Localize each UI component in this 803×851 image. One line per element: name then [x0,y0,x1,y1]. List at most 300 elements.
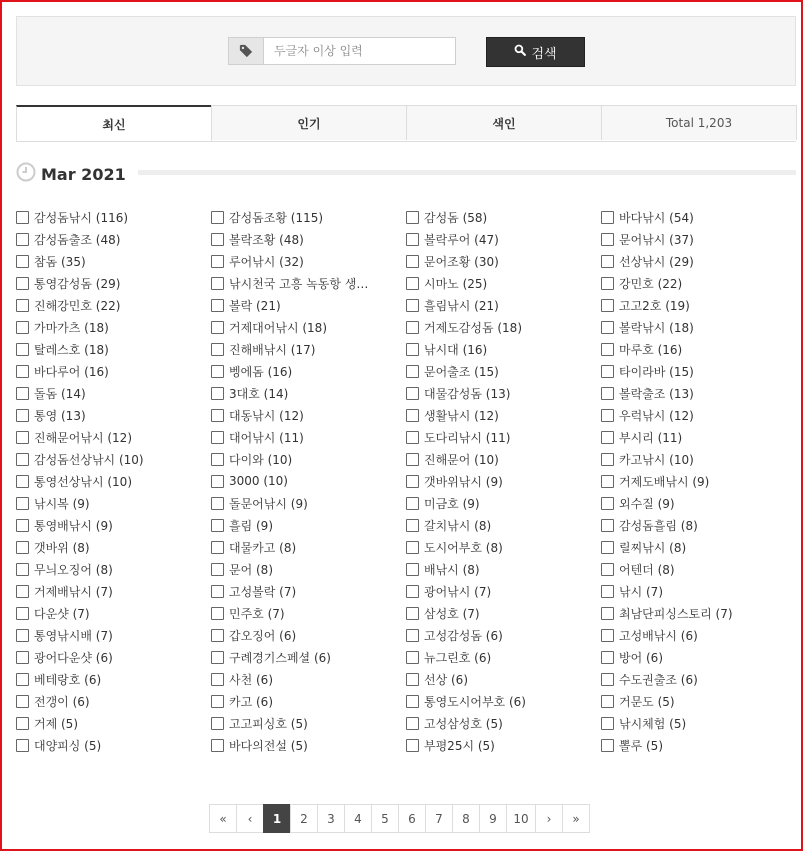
tag-row [16,426,796,448]
tag-item[interactable] [16,404,211,426]
tag-checkbox[interactable] [16,497,29,510]
tag-label: 배낚시 (8) [424,562,480,577]
tag-item[interactable] [211,536,406,558]
tag-checkbox[interactable] [16,255,29,268]
tag-label: 도시어부호 (8) [424,540,503,555]
tag-item[interactable] [211,624,406,646]
tag-label: 대양피싱 (5) [34,738,102,753]
tag-label: 방어 (6) [619,650,663,665]
tag-label: 타이라바 (15) [619,364,694,379]
tag-item[interactable] [16,316,211,338]
tag-checkbox[interactable] [16,277,29,290]
tag-checkbox[interactable] [211,497,224,510]
tag-item[interactable] [211,448,406,470]
tag-item[interactable] [16,624,211,646]
tag-label: 수도권출조 (6) [619,672,698,687]
tag-checkbox[interactable] [406,717,419,730]
tag-item[interactable] [406,448,601,470]
tag-item[interactable] [211,514,406,536]
tag-checkbox[interactable] [211,475,224,488]
tag-item[interactable] [406,580,601,602]
tag-checkbox[interactable] [211,299,224,312]
tag-item[interactable] [16,206,211,228]
tag-item[interactable] [211,382,406,404]
tag-checkbox[interactable] [601,519,614,532]
tag-item[interactable] [406,734,601,756]
tag-row [16,668,796,690]
tag-label: 낚시 (7) [619,584,663,599]
tab-latest[interactable]: 최신 [16,105,212,141]
tag-item[interactable] [601,294,796,316]
tag-label: 어텐더 (8) [619,562,675,577]
tag-checkbox[interactable] [601,387,614,400]
tag-checkbox[interactable] [601,453,614,466]
tag-checkbox[interactable] [406,607,419,620]
tag-checkbox[interactable] [601,651,614,664]
tag-item[interactable] [16,492,211,514]
tag-item[interactable] [16,338,211,360]
tag-item[interactable] [211,668,406,690]
page-3[interactable]: 3 [317,804,345,833]
tag-checkbox[interactable] [211,607,224,620]
tag-label: 뽈루 (5) [619,738,663,753]
tag-item[interactable] [16,470,211,492]
tag-checkbox[interactable] [601,475,614,488]
tag-item[interactable] [16,646,211,668]
tag-checkbox[interactable] [601,321,614,334]
tag-item[interactable] [211,272,406,294]
tag-item[interactable] [16,250,211,272]
tag-checkbox[interactable] [211,651,224,664]
tab-total[interactable]: Total 1,203 [601,105,797,140]
tag-item[interactable] [211,294,406,316]
page-5[interactable]: 5 [371,804,399,833]
tag-item[interactable] [211,470,406,492]
tag-label: 갑오징어 (6) [229,628,297,643]
tag-label: 대동낚시 (12) [229,408,304,423]
tag-item[interactable] [601,624,796,646]
tag-item[interactable] [406,272,601,294]
tag-checkbox[interactable] [406,497,419,510]
tag-label: 통영도시어부호 (6) [424,694,526,709]
tag-checkbox[interactable] [406,629,419,642]
tag-checkbox[interactable] [406,739,419,752]
tag-checkbox[interactable] [601,585,614,598]
tag-checkbox[interactable] [211,453,224,466]
tag-item[interactable] [211,492,406,514]
tag-item[interactable] [16,668,211,690]
tag-checkbox[interactable] [406,255,419,268]
tag-checkbox[interactable] [601,365,614,378]
tag-label: 진해문어낚시 (12) [34,430,132,445]
tag-label: 볼락조황 (48) [229,232,304,247]
tag-label: 갯바위낚시 (9) [424,474,503,489]
tag-item[interactable] [16,602,211,624]
tag-checkbox[interactable] [601,343,614,356]
tag-checkbox[interactable] [211,365,224,378]
tag-checkbox[interactable] [211,563,224,576]
tag-checkbox[interactable] [211,343,224,356]
tag-item[interactable] [16,426,211,448]
tag-item[interactable] [601,426,796,448]
page-10[interactable]: 10 [506,804,536,833]
tag-label: 강민호 (22) [619,276,683,291]
tag-item[interactable] [601,404,796,426]
tag-item[interactable] [601,646,796,668]
tag-checkbox[interactable] [16,607,29,620]
tag-item[interactable] [211,404,406,426]
tag-item[interactable] [16,272,211,294]
page-8[interactable]: 8 [452,804,480,833]
tag-label: 대물감성돔 (13) [424,386,511,401]
tag-item[interactable] [406,250,601,272]
tag-checkbox[interactable] [16,211,29,224]
tag-checkbox[interactable] [601,431,614,444]
tag-checkbox[interactable] [211,255,224,268]
tag-checkbox[interactable] [16,673,29,686]
tag-label: 통영낚시배 (7) [34,628,113,643]
tag-checkbox[interactable] [601,255,614,268]
tag-item[interactable] [601,206,796,228]
tag-label: 바다의전설 (5) [229,738,308,753]
tag-item[interactable] [406,514,601,536]
tag-item[interactable] [601,272,796,294]
tag-label: 감성돔 (58) [424,210,488,225]
tag-checkbox[interactable] [16,717,29,730]
tag-item[interactable] [601,602,796,624]
tag-item[interactable] [406,360,601,382]
tab-index[interactable]: 색인 [406,105,602,140]
tag-item[interactable] [211,228,406,250]
tag-label: 릴찌낚시 (8) [619,540,687,555]
page-9[interactable]: 9 [479,804,507,833]
tag-row [16,316,796,338]
tag-label: 우럭낚시 (12) [619,408,694,423]
tag-item[interactable] [601,514,796,536]
tag-checkbox[interactable] [406,453,419,466]
tag-item[interactable] [211,712,406,734]
tag-checkbox[interactable] [601,739,614,752]
tag-label: 문어 (8) [229,562,273,577]
tag-checkbox[interactable] [16,739,29,752]
tag-checkbox[interactable] [406,277,419,290]
tag-checkbox[interactable] [16,299,29,312]
tag-row [16,272,796,294]
tag-item[interactable] [406,294,601,316]
tag-label: 거제배낚시 (7) [34,584,113,599]
tag-checkbox[interactable] [406,541,419,554]
tag-checkbox[interactable] [211,277,224,290]
tag-item[interactable] [406,404,601,426]
tag-checkbox[interactable] [16,541,29,554]
tag-label: 삼성호 (7) [424,606,480,621]
tag-checkbox[interactable] [211,431,224,444]
tag-item[interactable] [211,734,406,756]
tag-item[interactable] [406,338,601,360]
tag-item[interactable] [601,558,796,580]
tag-checkbox[interactable] [211,585,224,598]
tag-item[interactable] [211,250,406,272]
tag-label: 민주호 (7) [229,606,285,621]
tag-item[interactable] [601,470,796,492]
tag-label: 감성돔출조 (48) [34,232,121,247]
tag-checkbox[interactable] [406,409,419,422]
tag-checkbox[interactable] [601,629,614,642]
tag-row [16,470,796,492]
tag-row [16,558,796,580]
tag-item[interactable] [601,580,796,602]
tag-item[interactable] [601,668,796,690]
tag-item[interactable] [211,690,406,712]
tag-label: 참돔 (35) [34,254,86,269]
tag-label: 볼락출조 (13) [619,386,694,401]
tag-item[interactable] [16,448,211,470]
tag-item[interactable] [16,536,211,558]
tag-item[interactable] [601,690,796,712]
tag-label: 루어낚시 (32) [229,254,304,269]
tag-label: 고성배낚시 (6) [619,628,698,643]
tag-row [16,228,796,250]
tag-checkbox[interactable] [601,607,614,620]
tag-checkbox[interactable] [16,233,29,246]
tag-item[interactable] [16,690,211,712]
tag-item[interactable] [211,558,406,580]
tag-checkbox[interactable] [16,365,29,378]
tag-label: 갈치낚시 (8) [424,518,492,533]
tag-label: 거제 (5) [34,716,78,731]
tag-checkbox[interactable] [16,563,29,576]
tag-row [16,448,796,470]
tag-label: 감성돔선상낚시 (10) [34,452,144,467]
tag-checkbox[interactable] [406,585,419,598]
tag-item[interactable] [406,316,601,338]
tag-checkbox[interactable] [601,673,614,686]
tag-item[interactable] [211,316,406,338]
tag-item[interactable] [211,646,406,668]
page-4[interactable]: 4 [344,804,372,833]
tag-label: 부시리 (11) [619,430,683,445]
tag-label: 볼락루어 (47) [424,232,499,247]
tag-item[interactable] [211,338,406,360]
tag-checkbox[interactable] [601,299,614,312]
tag-item[interactable] [211,426,406,448]
tag-item[interactable] [406,536,601,558]
tag-label: 낚시체험 (5) [619,716,687,731]
tag-label: 도다리낚시 (11) [424,430,511,445]
tag-item[interactable] [406,668,601,690]
tag-checkbox[interactable] [406,695,419,708]
tag-label: 거제도감성돔 (18) [424,320,522,335]
month-header [16,162,796,186]
tag-checkbox[interactable] [16,695,29,708]
tag-item[interactable] [601,338,796,360]
page-6[interactable]: 6 [398,804,426,833]
tag-label: 고고2호 (19) [619,298,690,313]
tag-label: 통영선상낚시 (10) [34,474,132,489]
search-button[interactable] [486,37,585,67]
tag-item[interactable] [406,558,601,580]
tag-checkbox[interactable] [406,519,419,532]
tag-item[interactable] [601,228,796,250]
tag-item[interactable] [406,382,601,404]
tag-item[interactable] [406,602,601,624]
tag-checkbox[interactable] [211,695,224,708]
tag-checkbox[interactable] [16,343,29,356]
tag-checkbox[interactable] [406,343,419,356]
tag-item[interactable] [406,712,601,734]
tag-item[interactable] [406,492,601,514]
tag-checkbox[interactable] [16,585,29,598]
tag-checkbox[interactable] [16,475,29,488]
tag-checkbox[interactable] [406,563,419,576]
tag-label: 문어출조 (15) [424,364,499,379]
tag-checkbox[interactable] [16,453,29,466]
tag-checkbox[interactable] [16,321,29,334]
tag-label: 대어낚시 (11) [229,430,304,445]
tag-checkbox[interactable] [211,211,224,224]
tag-label: 벵에돔 (16) [229,364,293,379]
tag-checkbox[interactable] [211,717,224,730]
tag-label: 돌문어낚시 (9) [229,496,308,511]
tag-checkbox[interactable] [406,673,419,686]
tag-item[interactable] [211,602,406,624]
tag-checkbox[interactable] [211,321,224,334]
tag-item[interactable] [601,360,796,382]
page-1[interactable]: 1 [263,804,291,833]
tag-checkbox[interactable] [406,651,419,664]
tag-item[interactable] [406,624,601,646]
tag-item[interactable] [601,734,796,756]
tag-checkbox[interactable] [406,321,419,334]
tag-label: 가마가츠 (18) [34,320,109,335]
tag-label: 무늬오징어 (8) [34,562,113,577]
tag-row [16,536,796,558]
tag-checkbox[interactable] [601,695,614,708]
tag-checkbox[interactable] [211,739,224,752]
tag-checkbox[interactable] [16,387,29,400]
tag-checkbox[interactable] [406,431,419,444]
tag-item[interactable] [601,382,796,404]
tag-item[interactable] [601,448,796,470]
tag-checkbox[interactable] [211,519,224,532]
tag-checkbox[interactable] [601,233,614,246]
tag-label: 선상낚시 (29) [619,254,694,269]
tag-row [16,514,796,536]
tag-checkbox[interactable] [211,387,224,400]
tag-row [16,492,796,514]
tag-label: 볼락낚시 (18) [619,320,694,335]
tag-label: 카고 (6) [229,694,273,709]
last-page-button[interactable]: » [562,804,590,833]
tag-item[interactable] [406,206,601,228]
tag-checkbox[interactable] [406,299,419,312]
tag-label: 통영 (13) [34,408,86,423]
tag-item[interactable] [601,536,796,558]
tag-checkbox[interactable] [16,629,29,642]
tag-checkbox[interactable] [406,233,419,246]
tag-checkbox[interactable] [406,387,419,400]
tag-row [16,624,796,646]
tag-label: 바다낚시 (54) [619,210,694,225]
tag-checkbox[interactable] [16,431,29,444]
tag-label: 최남단피싱스토리 (7) [619,606,733,621]
tag-checkbox[interactable] [601,277,614,290]
tag-row [16,338,796,360]
tag-checkbox[interactable] [601,541,614,554]
search-panel [16,16,796,86]
tag-item[interactable] [211,580,406,602]
tag-label: 뉴그린호 (6) [424,650,492,665]
tag-item[interactable] [16,382,211,404]
tag-checkbox[interactable] [211,233,224,246]
tag-label: 낚시대 (16) [424,342,488,357]
tag-label: 고성볼락 (7) [229,584,297,599]
tag-checkbox[interactable] [211,409,224,422]
tag-label: 대물카고 (8) [229,540,297,555]
tag-item[interactable] [16,360,211,382]
tag-label: 갯바위 (8) [34,540,90,555]
tag-item[interactable] [16,558,211,580]
page-2[interactable]: 2 [290,804,318,833]
tag-label: 볼락 (21) [229,298,281,313]
tag-row [16,690,796,712]
tag-item[interactable] [16,294,211,316]
tag-item[interactable] [211,206,406,228]
tag-checkbox[interactable] [406,211,419,224]
tag-checkbox[interactable] [406,475,419,488]
tag-item[interactable] [406,690,601,712]
first-page-button[interactable]: « [209,804,237,833]
search-input[interactable] [264,37,456,65]
tag-item[interactable] [601,492,796,514]
tag-checkbox[interactable] [211,541,224,554]
tag-item[interactable] [211,360,406,382]
tag-checkbox[interactable] [601,211,614,224]
tag-checkbox[interactable] [601,497,614,510]
tag-checkbox[interactable] [406,365,419,378]
tag-checkbox[interactable] [16,519,29,532]
tag-item[interactable] [406,426,601,448]
tag-item[interactable] [601,316,796,338]
tag-checkbox[interactable] [601,563,614,576]
tag-row [16,360,796,382]
prev-page-button[interactable]: ‹ [236,804,264,833]
tag-item[interactable] [601,250,796,272]
tag-checkbox[interactable] [211,673,224,686]
tag-item[interactable] [406,646,601,668]
tag-item[interactable] [16,228,211,250]
tag-checkbox[interactable] [601,717,614,730]
tag-item[interactable] [406,228,601,250]
tag-item[interactable] [16,580,211,602]
tag-item[interactable] [16,734,211,756]
month-title: Mar 2021 [41,164,126,184]
tag-checkbox[interactable] [16,651,29,664]
tag-row [16,294,796,316]
tag-item[interactable] [601,712,796,734]
tag-checkbox[interactable] [601,409,614,422]
next-page-button[interactable]: › [535,804,563,833]
tag-checkbox[interactable] [16,409,29,422]
tab-popular[interactable]: 인기 [211,105,407,140]
tag-item[interactable] [16,514,211,536]
tag-item[interactable] [406,470,601,492]
page-7[interactable]: 7 [425,804,453,833]
tag-label: 감성돔조황 (115) [229,210,324,225]
tag-checkbox[interactable] [211,629,224,642]
tag-label: 3대호 (14) [229,386,289,401]
tag-item[interactable] [16,712,211,734]
